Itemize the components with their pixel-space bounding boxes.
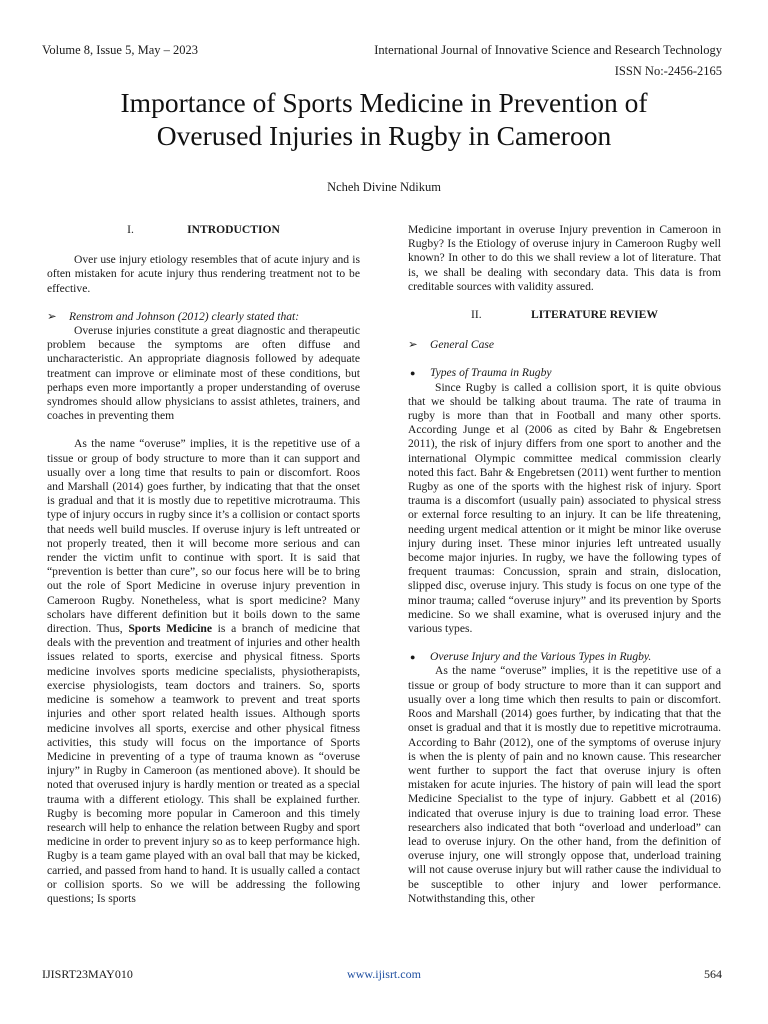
- left-column: [47, 223, 360, 906]
- right-paragraph-2: Since Rugby is called a collision sport, it is quite obvious that we should be talking about trauma. The rate of trauma in rugby is more than that in Football and many other sports. According Junge et al (2006 as cited by Bahr & Engebretsen 2011), the risk of injury differs from one sport to another and the international Olympic committee medical commission clearly noted this fact. Bahr & Engebretsen (2011) went further to mention Rugby as one of the sports with the highest risk of injury. Sport trauma is a discomfort (usually pain) associated to physical stress or external force resulting to an injury. It can be life threatening, needing urgent medical attention or it might be minor like overuse injury during inset. These minor injuries left untreated usually become major injuries. In rugby, we have the following types of frequent traumas: Concussion, sprain and strain, dislocation, slipped disc, overuse injury. This study is focus on one type of the minor trauma; called “overuse injury” and its prevention by Sports medicine. So we shall examine, what is overused injury and the various types.: [408, 380, 721, 636]
- bullet-text: Overuse Injury and the Various Types in Rugby.: [430, 650, 652, 664]
- right-paragraph-1: Medicine important in overuse Injury prevention in Cameroon in Rugby? Is the Etiology of overuse injury in Cameroon Rugby well known? In other to do this we shall review a lot of literature. That is, we shall be dealing with secondary data. This data is from creditable sources with validity assured.: [408, 223, 721, 293]
- bullet-overuse-injury: [408, 650, 721, 664]
- arrow-bullet-icon: ➢: [47, 309, 57, 323]
- footer-page-number: 564: [704, 967, 722, 981]
- intro-paragraph-3: [47, 437, 360, 906]
- title-line-1: Importance of Sports Medicine in Prevention of: [120, 87, 648, 118]
- quote-paragraph: Overuse injuries constitute a great diagnostic and therapeutic problem because the symptoms are often diffuse and uncharacteristic. An appropriate diagnosis followed by adequate treatment can improve or eliminate most of these conditions, but perhaps even more importantly a proper understanding of overuse syndromes should allow physicians to assist athletes, trainers, and coaches in preventing them: [47, 324, 360, 423]
- p3-part-a: As the name “overuse” implies, it is the repetitive use of a tissue or group of body structure to more than it can support and usually over a long time that results to pain or discomfort. Roos and Marshall (2014) goes further, by indicating that that the onset is gradual and that it is mostly due to repetitive microtrauma. This type of injury occurs in rugby since it’s a collision or contact sports that needs well build muscles. If overuse injury is left untreated or not properly treated, then it will become more serious and can render the victim unfit to continue with sport. It is said that “prevention is better than cure”, so our focus here will be to bring out the role of Sport Medicine in overuse injury prevention in Cameroon Rugby. Nonetheless, what is sport medicine? Many scholars have different definition but it boils down to the same direction. Thus,: [47, 437, 360, 636]
- arrow-bullet-icon: ➢: [408, 338, 418, 352]
- paper-title: [40, 86, 728, 152]
- bullet-general-case: [408, 338, 721, 352]
- bullet-renstrom: [47, 310, 360, 324]
- section-title: LITERATURE REVIEW: [530, 308, 659, 322]
- header-journal: International Journal of Innovative Science and Research Technology: [374, 43, 722, 57]
- section-number: II.: [470, 308, 482, 322]
- bullet-types-of-trauma: [408, 366, 721, 380]
- bullet-text: Renstrom and Johnson (2012) clearly stated that:: [69, 309, 300, 323]
- header-volume: Volume 8, Issue 5, May – 2023: [42, 43, 199, 57]
- title-line-2: Overused Injuries in Rugby in Cameroon: [156, 120, 612, 151]
- intro-paragraph-1: Over use injury etiology resembles that of acute injury and is often mistaken for acute injury thus rendering treatment not to be effective.: [47, 253, 360, 295]
- section-number: I.: [127, 223, 134, 236]
- sports-medicine-term: Sports Medicine: [128, 622, 212, 636]
- bullet-text: Types of Trauma in Rugby: [430, 366, 552, 380]
- right-paragraph-3: As the name “overuse” implies, it is the repetitive use of a tissue or group of body structure to more than it can support and usually over a long time which then results to pain or discomfort. Roos and Marshall (2014) goes further, by indicating that that the onset is gradual and that it is mostly due to repetitive microtrauma. According to Bahr (2012), one of the symptoms of overuse injury is when the is plenty of pain and no known cause. This researcher went further to support the fact that overuse injury is often mistaken for acute injuries. The history of pain will lead the sport Medicine Specialist to the type of injury. Gabbett et al (2016) indicated that overuse injury is due to training load error. These researchers also indicated that both “overload and underload” can lead to overuse injury. On the other hand, from the definition of overuse injury, one will strongly oppose that, underload training will not cause overuse injury but will rather cause the individual to be susceptible to other injury and lower performance. Notwithstanding this, other: [408, 664, 721, 905]
- dot-bullet-icon: ●: [410, 368, 416, 379]
- bullet-text: General Case: [430, 338, 495, 352]
- dot-bullet-icon: ●: [410, 652, 416, 663]
- p3-part-b: is a branch of medicine that deals with the prevention and treatment of injuries and other health issues related to sports, exercise and physical fitness. Sports medicine involves sports medicine specialists, physiotherapists, exercise physiologists, team doctors and trainers. So, sports medicine is somehow a teamwork to prevent and treat sports injuries and other sport related health issues. Although sports medicine involves all sports, exercise and other physical fitness activities, this study will focus on the importance of Sports Medicine in preventing of a type of trauma known as “overuse injury” in Rugby in Cameroon (as mentioned above). It should be noted that overused injury is hardly mention or treated as a special trauma with a different etiology. This shall be explained further. Rugby is becoming more popular in Cameroon and this timely research will help to enhance the relation between Rugby and sport medicine in order to prevent injury so as to keep performance high. Rugby is a team game played with an oval ball that may be kicked, carried, and passed from hand to hand. It is usually called a contact or collision sports. So we will be addressing the following questions; Is sports: [47, 622, 361, 905]
- section-heading-introduction: [47, 223, 360, 237]
- footer-code: IJISRT23MAY010: [42, 967, 133, 981]
- section-title: INTRODUCTION: [187, 223, 280, 236]
- header-issn: ISSN No:-2456-2165: [614, 64, 722, 78]
- section-heading-literature-review: [408, 308, 721, 322]
- footer-url[interactable]: www.ijisrt.com: [347, 967, 421, 981]
- author-name: Ncheh Divine Ndikum: [327, 180, 441, 194]
- right-column: [408, 223, 721, 906]
